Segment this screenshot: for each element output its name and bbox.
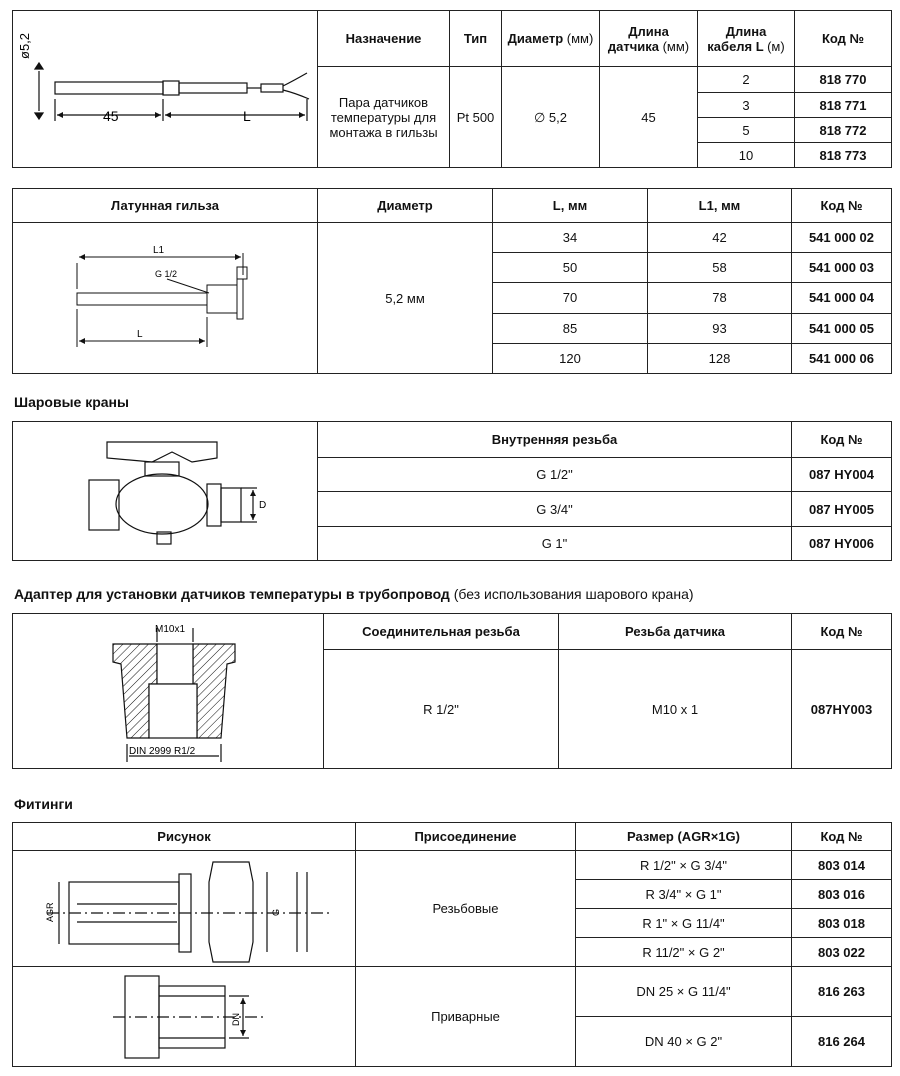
header-length-label: Длина датчика — [607, 23, 669, 54]
sleeve-table — [12, 188, 892, 374]
sensor-type: Pt 500 — [450, 67, 502, 168]
header-cable-unit: (м) — [767, 38, 785, 54]
cable-length: 2 — [698, 67, 795, 93]
l1-value: 128 — [648, 343, 792, 373]
fittings-table — [12, 822, 892, 1067]
order-code: 803 022 — [792, 938, 892, 967]
header-size: Размер (AGR×1G) — [576, 823, 792, 851]
order-code: 818 772 — [795, 118, 892, 143]
valve-drawing — [17, 422, 322, 560]
adapter-title-note: (без использования шарового крана) — [453, 586, 694, 602]
adapter-dim-bottom: DIN 2999 R1/2 — [129, 746, 196, 757]
order-code: 818 771 — [795, 93, 892, 118]
fitting-dim-g: G — [271, 908, 281, 916]
sensors-table — [12, 10, 892, 168]
sensor-diameter: ∅ 5,2 — [502, 67, 600, 168]
cable-length: 3 — [698, 93, 795, 118]
fitting-size: R 3/4" × G 1" — [576, 880, 792, 909]
sensor-thread: M10 x 1 — [559, 650, 792, 769]
header-diameter-label: Диаметр — [507, 31, 564, 46]
sleeve-dim-l: L — [137, 329, 143, 340]
welded-fitting-drawing — [17, 968, 360, 1066]
l1-value: 93 — [648, 313, 792, 343]
sensor-dim-l: L — [243, 108, 251, 124]
order-code: 803 014 — [792, 851, 892, 880]
welded-drawing-cell — [13, 967, 356, 1067]
l-value: 85 — [493, 313, 648, 343]
sleeve-drawing — [17, 223, 322, 373]
order-code: 087 HY005 — [792, 492, 892, 526]
header-code: Код № — [792, 422, 892, 458]
header-diameter-unit: (мм) — [566, 31, 594, 46]
adapter-dim-top: M10x1 — [155, 624, 186, 635]
sensor-dim-45: 45 — [103, 108, 119, 124]
adapter-drawing — [17, 614, 328, 768]
order-code: 803 018 — [792, 909, 892, 938]
header-sleeve: Латунная гильза — [13, 189, 318, 223]
cable-length: 5 — [698, 118, 795, 143]
header-diameter: Диаметр — [318, 189, 493, 223]
order-code: 541 000 02 — [792, 223, 892, 253]
thread-value: G 3/4" — [318, 492, 792, 526]
header-length — [600, 11, 698, 67]
sensor-purpose: Пара датчиков температуры для монтажа в гильзы — [318, 67, 450, 168]
sensor-length: 45 — [600, 67, 698, 168]
fitting-size: DN 25 × G 11/4" — [576, 967, 792, 1017]
header-code: Код № — [792, 614, 892, 650]
l1-value: 42 — [648, 223, 792, 253]
thread-value: G 1/2" — [318, 458, 792, 492]
fitting-size: R 1" × G 11/4" — [576, 909, 792, 938]
order-code: 541 000 04 — [792, 283, 892, 313]
header-l1: L1, мм — [648, 189, 792, 223]
fitting-dim-agr: AGR — [45, 901, 55, 922]
l1-value: 58 — [648, 253, 792, 283]
header-code: Код № — [795, 11, 892, 67]
valves-table — [12, 421, 892, 561]
header-diameter — [502, 11, 600, 67]
header-picture: Рисунок — [13, 823, 356, 851]
header-purpose: Назначение — [318, 11, 450, 67]
order-code: 818 773 — [795, 143, 892, 168]
fittings-title — [14, 796, 73, 812]
header-l: L, мм — [493, 189, 648, 223]
welded-label: Приварные — [356, 967, 576, 1067]
valve-dim-d: D — [259, 500, 267, 511]
threaded-fitting-drawing — [17, 852, 360, 966]
sleeve-drawing-cell — [13, 223, 318, 374]
l-value: 70 — [493, 283, 648, 313]
order-code: 087HY003 — [792, 650, 892, 769]
sensor-drawing — [17, 11, 322, 167]
fitting-size: R 11/2" × G 2" — [576, 938, 792, 967]
order-code: 087 HY004 — [792, 458, 892, 492]
adapter-title — [14, 586, 694, 602]
header-type: Тип — [450, 11, 502, 67]
threaded-drawing-cell — [13, 851, 356, 967]
threaded-label: Резьбовые — [356, 851, 576, 967]
order-code: 541 000 05 — [792, 313, 892, 343]
valve-drawing-cell — [13, 422, 318, 561]
order-code: 541 000 03 — [792, 253, 892, 283]
header-cable — [698, 11, 795, 67]
header-sensor: Резьба датчика — [559, 614, 792, 650]
fittings-title-text: Фитинги — [14, 796, 73, 812]
l-value: 120 — [493, 343, 648, 373]
fitting-size: R 1/2" × G 3/4" — [576, 851, 792, 880]
l-value: 34 — [493, 223, 648, 253]
order-code: 803 016 — [792, 880, 892, 909]
order-code: 816 264 — [792, 1017, 892, 1067]
header-code: Код № — [792, 189, 892, 223]
header-length-unit: (мм) — [662, 38, 690, 54]
order-code: 818 770 — [795, 67, 892, 93]
sensor-dim-d: ø5,2 — [17, 32, 32, 59]
l1-value: 78 — [648, 283, 792, 313]
header-code: Код № — [792, 823, 892, 851]
sensor-drawing-cell — [13, 11, 318, 168]
order-code: 541 000 06 — [792, 343, 892, 373]
header-thread: Внутренняя резьба — [318, 422, 792, 458]
cable-length: 10 — [698, 143, 795, 168]
header-connection: Присоединение — [356, 823, 576, 851]
order-code: 087 HY006 — [792, 526, 892, 560]
header-connect: Соединительная резьба — [324, 614, 559, 650]
fitting-dim-dn: DN — [231, 1012, 241, 1026]
valves-title — [14, 394, 129, 410]
l-value: 50 — [493, 253, 648, 283]
header-cable-label: Длина кабеля L — [707, 23, 767, 54]
fitting-size: DN 40 × G 2" — [576, 1017, 792, 1067]
thread-value: G 1" — [318, 526, 792, 560]
sleeve-diameter: 5,2 мм — [318, 223, 493, 374]
valves-title-text: Шаровые краны — [14, 394, 129, 410]
sleeve-dim-l1: L1 — [153, 245, 165, 256]
sleeve-dim-g: G 1/2 — [155, 269, 178, 279]
adapter-drawing-cell — [13, 614, 324, 769]
adapter-table — [12, 613, 892, 769]
order-code: 816 263 — [792, 967, 892, 1017]
adapter-title-text: Адаптер для установки датчиков температуры в трубопровод — [14, 586, 450, 602]
connect-thread: R 1/2" — [324, 650, 559, 769]
